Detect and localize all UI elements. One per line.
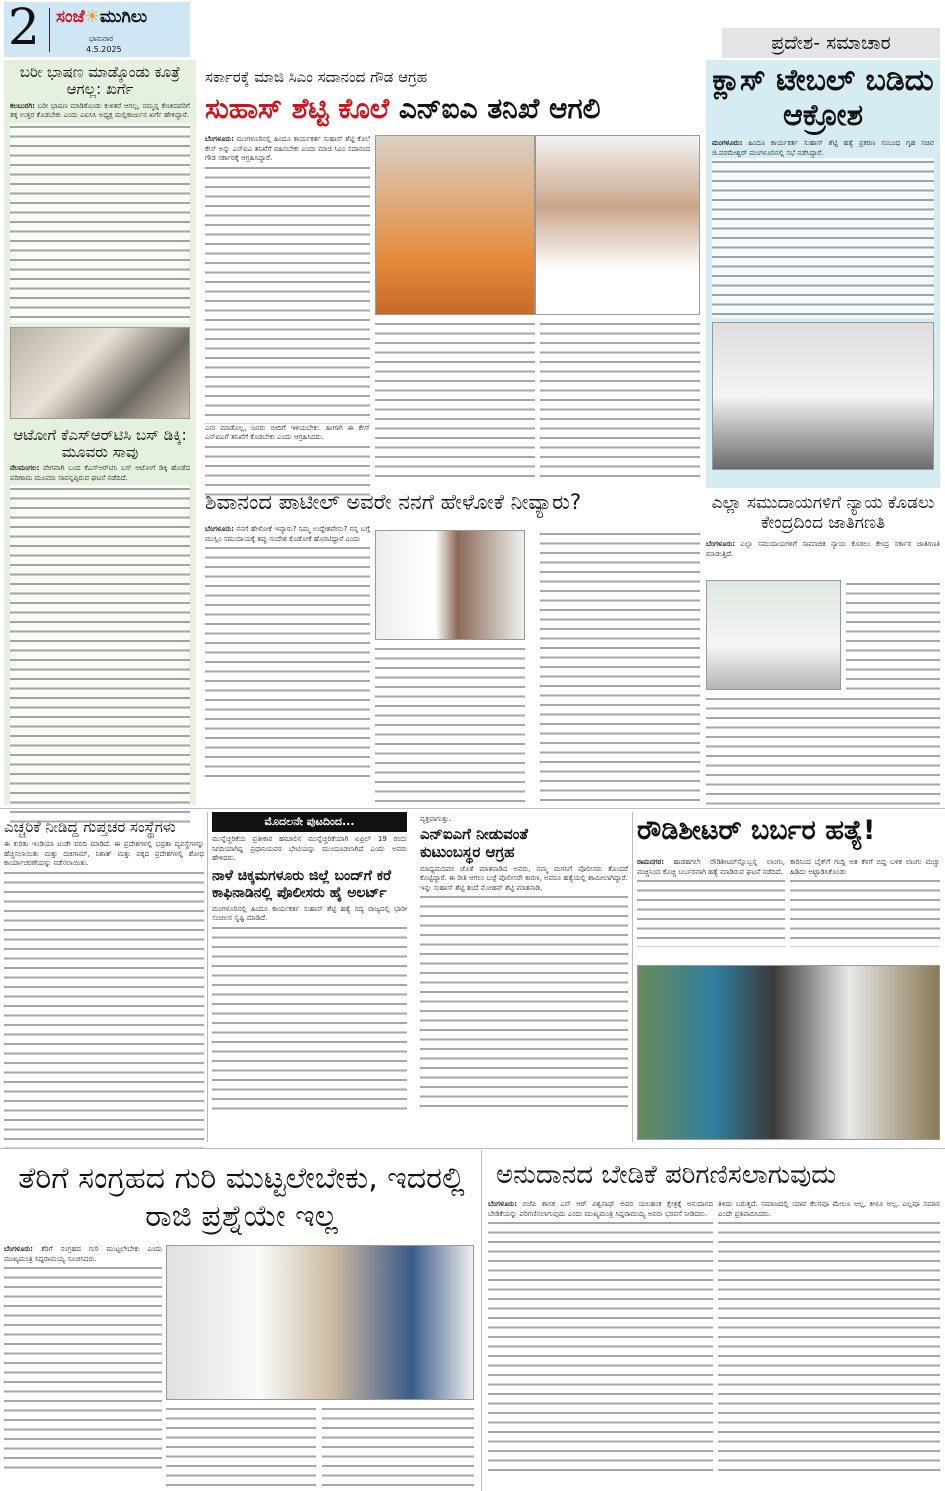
headline-caste: ಎಲ್ಲಾ ಸಮುದಾಯಗಳಿಗೆ ನ್ಯಾಯ ಕೊಡಲು ಕೇಂದ್ರದಿಂದ ಜಾತಿಗಣತಿ — [711, 493, 935, 533]
photo-politician — [375, 530, 525, 640]
article-bus: ನೆಲಮಂಗಲ: ವೇಗವಾಗಿ ಬಂದ ಕೆಎಸ್‌ಆರ್‌ಟಿಸಿ ಬಸ್ ಆಟೋಗೆ ಡಿಕ್ಕಿ ಹೊಡೆದ ಪರಿಣಾಮ ಮೂವರು ಸಾವನ್ನಪ್ಪಿರುವ ಘಟನೆ ನಡೆದಿದೆ. — [10, 464, 190, 482]
photo-swamiji — [375, 135, 535, 315]
headline-suhas: ಸುಹಾಸ್ ಶೆಟ್ಟಿ ಕೊಲೆ ಎನ್‌ಐಎ ತನಿಖೆ ಆಗಲಿ — [205, 92, 601, 125]
headline-grant: ಅನುದಾನದ ಬೇಡಿಕೆ ಪರಿಗಣಿಸಲಾಗುವುದು — [496, 1160, 837, 1190]
article-grant: ಬೆಂಗಳೂರು: ಬಿಜೆಪಿ ಶಾಸಕ ಎಸ್ ಆರ್ ವಿಶ್ವನಾಥ್ ಅವರ ಯಲಹಂಕ ಕ್ಷೇತ್ರಕ್ಕೆ ಅನುದಾನದ ಬೇಡಿಕೆಯನ್ನು ಪರಿಗಣಿಸಲಾಗುವುದು ಎಂದು ಮುಖ್ಯಮಂತ್ರಿ ಸಿದ್ದರಾಮಯ್ಯ ಅವರು ಭರವಸೆ ನೀಡಿದರು. — [488, 1200, 713, 1218]
masthead — [4, 2, 190, 57]
photo-siddaramaiah — [166, 1245, 474, 1400]
headline-rowdy: ರೌಡಿಶೀಟರ್ ಬರ್ಬರ ಹತ್ಯೆ! — [637, 815, 876, 846]
photo-sadananda-gowda — [535, 135, 700, 315]
article-kharge: ಕಲಬುರಗಿ: ಬರೀ ಭಾಷಣ ಮಾಡಿಕೊಂಡು ಕುಳಿತರೆ ಆಗಲ್ಲ, ನಮ್ಮನ್ನ ಕೆಣಕಿದವರಿಗೆ ತಕ್ಕ ಉತ್ತರ ಕೊಡಬೇಕು ಎಂದು ಎಐಸಿಸಿ ಅಧ್ಯಕ್ಷ ಮಲ್ಲಿಕಾರ್ಜುನ ಖರ್ಗೆ ಹೇಳಿದ್ದಾರೆ. — [10, 101, 190, 119]
paper-logo: ಸಂಜೆ☀ಮುಗಿಲು — [56, 7, 148, 27]
headline-tax: ತೆರಿಗೆ ಸಂಗ್ರಹದ ಗುರಿ ಮುಟ್ಟಲೇಬೇಕು, ಇದರಲ್ಲಿ ರಾಜಿ ಪ್ರಶ್ನೆಯೇ ಇಲ್ಲ — [18, 1161, 465, 1234]
headline-intel: ಎಚ್ಚರಿಕೆ ನೀಡಿದ್ದ ಗುಪ್ತಚರ ಸಂಸ್ಥೆಗಳು — [4, 818, 176, 836]
headline-kharge: ಬರೀ ಭಾಷಣ ಮಾಡ್ಕೊಂಡು ಕೂತ್ರೆ ಆಗಲ್ಲ: ಖರ್ಗೆ — [19, 63, 181, 99]
headline-nia: ಎನ್‌ಐಎಗೆ ನೀಡುವಂತೆ ಕುಟುಂಬಸ್ಥರ ಆಗ್ರಹ — [420, 824, 528, 861]
article-rowdy: ರಾಮನಗರ: ಹಾಡಹಗಲೇ ರೌಡಿಶೀಟರ್‌ನ್ನೊಬ್ಬನ್ನ ಲಾಂಗು, ಮಚ್ಚಿನಿಂದ ಕೊಚ್ಚಿ ಬರ್ಬರವಾಗಿ ಹತ್ಯೆ ಮಾಡಿರುವ ಘಟನೆ ನಡೆದಿದೆ. — [637, 858, 785, 876]
article-caste: ಬೆಂಗಳೂರು: ಎಲ್ಲಾ ಸಮುದಾಯಗಳಿಗೆ ಸಾಮಾಜಿಕ ನ್ಯಾಯ ಕೊಡಲು ಕೇಂದ್ರ ಸರ್ಕಾರ ಜಾತಿಗಣತಿ ಮಾಡುತ್ತಿದೆ. — [706, 540, 940, 558]
photo-sadananda-gowda-2 — [706, 580, 841, 690]
front-page-continued-label: ಮೊದಲನೇ ಪುಟದಿಂದ... — [212, 812, 407, 832]
left-column — [4, 60, 196, 805]
sun-palm-icon: ☀ — [84, 7, 100, 27]
article-shivananda: ಬೆಂಗಳೂರು: ನನಗೆ ಹೇಳೋಕೆ ಇವ್ಯಾರು? ನಿಮ್ಮ ಉದ್ದೇಶವೇನು? ನನ್ನ ಬಗ್ಗೆ ಮುಸ್ಲಿಂ ಸಮುದಾಯಕ್ಕೆ ತಪ್ಪು ಸಂದೇಶ ಕೊಡೋಕೆ ಹೊರಟಿದ್ದಾರೆ ಎಂದು — [205, 525, 370, 543]
article-suhas: ಬೆಂಗಳೂರು: ಮಂಗಳೂರಿನಲ್ಲಿ ಹಿಂದೂ ಕಾರ್ಯಕರ್ತ ಸುಹಾಸ್ ಶೆಟ್ಟಿ ಕೊಲೆ ಕೇಸ್ ಅನ್ನು ಎನ್‌ಐಎ ತನಿಖೆಗೆ ವಹಿಸಬೇಕು ಎಂದು ಮಾಜಿ ಸಿಎಂ ಸದಾನಂದ ಗೌಡ ಸರ್ಕಾರಕ್ಕೆ ಆಗ್ರಹಿಸಿದ್ದಾರೆ. — [205, 135, 370, 162]
article-intel: ಈ ಕುರಿತು ಇಂಡಿಯಾ ಟುಡೇ ವರದಿ ಮಾಡಿದೆ. ಈ ಪ್ರದೇಶಗಳಲ್ಲಿ ಭದ್ರತಾ ವ್ಯವಸ್ಥೆಗಳನ್ನು ಹೆಚ್ಚಿಸಲಾಯಿತು ಮತ್ತು ದಚಿಗಾಮ್, ನಿಶಾತ್ ಮತ್ತು ಪಕ್ಕದ ಪ್ರದೇಶಗಳಲ್ಲಿ ಶೋಧ ಕಾರ್ಯಾಚರಣೆಯನ್ನು ನಡೆಸಲಾಯಿತು. — [4, 840, 204, 867]
class-table-box — [706, 60, 940, 488]
date: 4.5.2025 — [86, 45, 122, 54]
headline-chikkamagaluru: ನಾಳೆ ಚಿಕ್ಕಮಗಳೂರು ಜಿಲ್ಲೆ ಬಂದ್‌ಗೆ ಕರೆ ಕಾಫಿನಾಡಿನಲ್ಲಿ ಪೊಲೀಸರು ಹೈ ಅಲರ್ಟ್ — [212, 867, 392, 901]
article-class: ಮಂಗಳೂರು: ಹಿಂದೂ ಕಾರ್ಯಕರ್ತ ಸುಹಾಸ್ ಶೆಟ್ಟಿ ಹತ್ಯೆ ಪ್ರಕರಣ ಸಂಬಂಧ ಗೃಹ ಸಚಿವ ಜಿ.ಪರಮೇಶ್ವರ್ ಮಂಗಳೂರಿನಲ್ಲಿ ಸಭೆ ನಡೆಸಿದ್ದಾರೆ. — [712, 139, 934, 157]
headline-class: ಕ್ಲಾಸ್ ಟೇಬಲ್ ಬಡಿದು ಆಕ್ರೋಶ — [712, 63, 934, 133]
headline-shivananda: ಶಿವಾನಂದ ಪಾಟೀಲ್ ಅವರೇ ನನಗೆ ಹೇಳೋಕೆ ನೀವ್ಯಾರು? — [205, 490, 582, 514]
day: ಭಾನುವಾರ — [89, 35, 114, 43]
kicker-suhas: ಸರ್ಕಾರಕ್ಕೆ ಮಾಜಿ ಸಿಎಂ ಸದಾನಂದ ಗೌಡ ಆಗ್ರಹ — [205, 68, 428, 86]
section-title: ಪ್ರದೇಶ- ಸಮಾಚಾರ — [722, 28, 940, 58]
photo-rowdy — [637, 965, 940, 1140]
photo-kharge — [10, 327, 190, 419]
article-tax: ಬೆಂಗಳೂರು: ತೆರಿಗೆ ಸಂಗ್ರಹದ ಗುರಿ ಮುಟ್ಟಲೇಬೇಕು ಎಂದು ಮುಖ್ಯಮಂತ್ರಿ ಸಿದ್ದರಾಮಯ್ಯ ಸೂಚಿಸಿದರು. — [4, 1245, 162, 1263]
photo-meeting — [712, 322, 934, 470]
headline-bus: ಆಟೋಗೆ ಕೆಎಸ್‌ಆರ್‌ಟಿಸಿ ಬಸ್ ಡಿಕ್ಕಿ: ಮೂವರು ಸಾವು — [13, 425, 187, 461]
article-nia: ಮಾಧ್ಯಮದವರ ಜೊತೆ ಮಾತನಾಡಿದ ಅವರು, ನಮ್ಮ ಮಗನಿಗೆ ಪೊಲೀಸರು ತೊಂದರೆ ಕೊಟ್ಟಿದ್ದಾರೆ. ಈ ರೀತಿ ಆಗಲು ಬಜ್ಪೆ ಪೊಲೀಸರೇ ಕಾರಣ, ಅವರೂ ಹತ್ಯೆಯಲ್ಲಿ ಶಾಮೀಲಾಗಿದ್ದಾರೆ. — [420, 864, 628, 882]
article-chikkamagaluru: ಮಂಗಳೂರಿನಲ್ಲಿ ಹಿಂದೂ ಕಾರ್ಯಕರ್ತ ಸುಹಾಸ್ ಶೆಟ್ಟಿ ಹತ್ಯೆ ಸದ್ಯ ರಾಜ್ಯದಲ್ಲಿ ಭಾರೀ ಸಂಚಲನ ಸೃಷ್ಟಿ ಮಾಡಿದೆ. — [212, 904, 407, 922]
page-number: 2 — [8, 0, 40, 56]
